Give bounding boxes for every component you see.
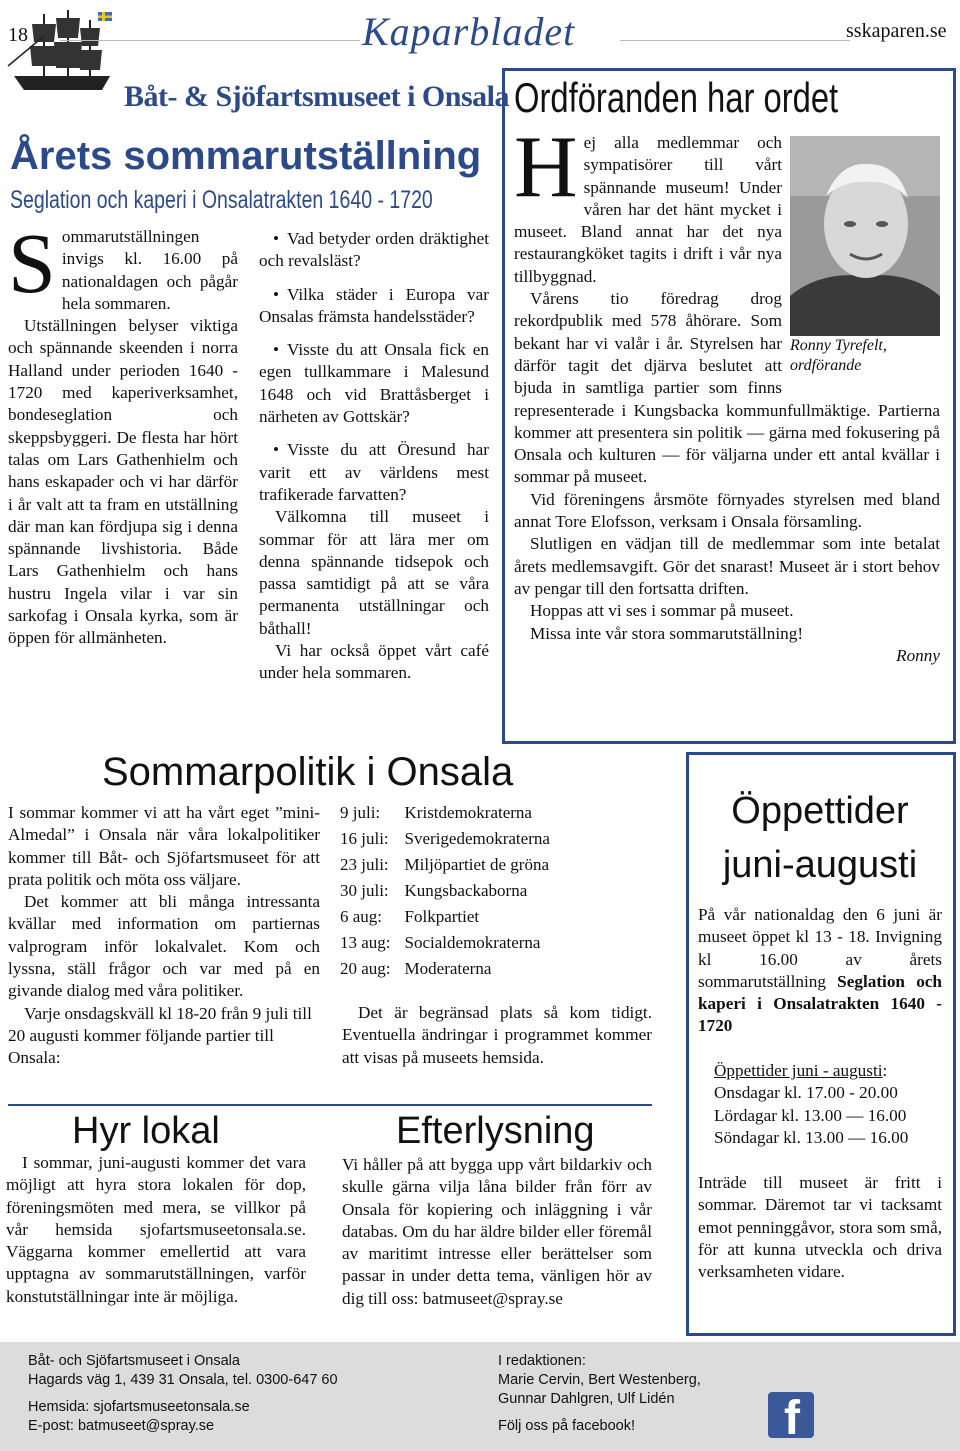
wanted-text: Vi håller på att bygga upp vårt bildarkiv och skulle gärna vilja låna bilder från förr av Onsala för kopiering och inläggning i vår databas. Om du har äldre bilder eller föremål av maritimt intresse eller berättelser som passar in under detta tema, vänligen hör av dig till oss: batmuseet@spray.se — [342, 1155, 652, 1308]
bullet-item: • Visste du att Onsala fick en egen tullkammare i Malesund 1648 och vid Brattåsberget i närheten av Gottskär? — [259, 339, 489, 428]
ship-logo-icon — [6, 6, 126, 96]
wanted-title: Efterlysning — [396, 1110, 595, 1152]
politics-title: Sommarpolitik i Onsala — [102, 750, 514, 794]
chairman-p4: Slutligen en vädjan till de medlemmar som inte betalat årets medlemsavgift. Gör det snarast! Museet är i stort behov av pengar till den fortsatta driften. — [514, 534, 940, 598]
politics-p2: Det kommer att bli många intressanta kvällar med information om partiernas valprogram inför lokalvalet. Kom och lyssna, ställ frågor och var med på en givande dialog med våra politiker. — [8, 892, 320, 1001]
footer-email-link[interactable]: E-post: batmuseet@spray.se — [28, 1418, 215, 1434]
hours-line: Onsdagar kl. 17.00 - 20.00 — [714, 1083, 898, 1103]
chairman-signature: Ronny — [896, 645, 940, 665]
schedule-row: 23 juli: Miljöpartiet de gröna — [340, 855, 549, 874]
schedule-row: 6 aug: Folkpartiet — [340, 907, 480, 926]
footer-contact — [28, 1352, 338, 1436]
photo-float-spacer — [782, 132, 940, 386]
chairman-lead: ej alla medlemmar och sympatisörer till vårt spännande museum! — [583, 133, 782, 197]
chairman-text — [514, 119, 940, 667]
bullet-item: • Vilka städer i Europa var Onsalas främsta handelsstäder? — [259, 284, 489, 329]
exhibition-welcome: Välkomna till museet i sommar för att lära mer om denna spännande tidsepok och passa samtidigt på att se våra permanenta utställningar och båthall! — [259, 507, 489, 638]
facebook-link-text[interactable]: Följ oss på facebook! — [498, 1418, 636, 1434]
schedule-row: 30 juli: Kungsbackaborna — [340, 881, 528, 900]
footer-editors: I redaktionen: Marie Cervin, Bert Westenberg, Gunnar Dahlgren, Ulf Lidén Följ oss på facebook! — [498, 1353, 701, 1434]
schedule-row: 13 aug: Socialdemokraterna — [340, 933, 541, 952]
header-rule-left — [60, 40, 360, 41]
schedule-row: 16 juli: Sverigedemokraterna — [340, 829, 550, 848]
rental-text: I sommar, juni-augusti kommer det vara möjligt att hyra stora lokalen för dop, föreningsmöten med mera, se villkor på vår hemsida sjofartsmuseetonsala.se. Väggarna kommer emellertid att vara upptagna av sommarutställningen, varför konstutställningar inte är möjliga. — [6, 1153, 306, 1306]
hours-admission: Inträde till museet är fritt i sommar. Däremot tar vi tacksamt emot penninggåvor, stora som små, för att kunna utveckla och driva verksamheten vidare. — [698, 1173, 942, 1282]
hours-schedule: Öppettider juni - augusti: Onsdagar kl. 17.00 - 20.00 Lördagar kl. 13.00 — 16.00 Söndagar kl. 13.00 — 16.00 — [714, 1060, 944, 1149]
hours-heading: Öppettider juni - augusti — [714, 1061, 883, 1080]
chairman-p6: Missa inte vår stora sommarutställning! — [530, 623, 804, 643]
museum-logo-text: Båt- & Sjöfartsmuseet i Onsala — [124, 80, 509, 113]
schedule-row: 20 aug: Moderaterna — [340, 959, 492, 978]
exhibition-cafe: Vi har också öppet vårt café under hela sommaren. — [259, 641, 489, 683]
facebook-icon[interactable]: f — [768, 1392, 814, 1438]
website-link[interactable]: sskaparen.se — [846, 20, 947, 42]
hours-line: Söndagar kl. 13.00 — 16.00 — [714, 1127, 909, 1147]
footer-address: Hagards väg 1, 439 31 Onsala, tel. 0300-647 60 — [28, 1372, 338, 1388]
chairman-title: Ordföranden har ordet — [514, 74, 839, 121]
hours-intro-exhibition: Seglation och kaperi i Onsalatrakten 1640 - 1720 — [698, 971, 942, 1036]
chairman-p1: Under våren har det hänt mycket i museet. Bland annat har det nya restaurangköket tagits i drift i vår nya tillbyggnad. — [514, 177, 782, 286]
hours-line: Lördagar kl. 13.00 — 16.00 — [714, 1105, 907, 1125]
politics-column-left — [8, 802, 320, 1070]
footer-web-link[interactable]: Hemsida: sjofartsmuseetonsala.se — [28, 1399, 250, 1415]
bullet-item: • Visste du att Öresund har varit ett av världens mest trafikerade farvatten? — [259, 439, 489, 506]
exhibition-subtitle: Seglation och kaperi i Onsalatrakten 1640 - 1720 — [10, 186, 433, 214]
masthead: Kaparbladet — [362, 9, 576, 54]
hours-intro: På vår nationaldag den 6 juni är museet öppet kl 13 - 18. Invigning kl 16.00 av årets sommarutställning — [698, 905, 942, 991]
politics-note: Det är begränsad plats så kom tidigt. Eventuella ändringar i programmet kommer att visas på museets hemsida. — [342, 1003, 652, 1067]
page-number: 18 — [8, 24, 28, 46]
chairman-p5: Hoppas att vi ses i sommar på museet. — [530, 601, 794, 621]
exhibition-body: Utställningen belyser viktiga och spännande skeenden i norra Halland under perioden 1640 - 1720 med kaperiverksamhet, bondeseglation och skeppsbyggeri. De flesta har hört talas om Lars Gathenhielm och hans eskapader och vi har därför i år valt att ta fram en utställning där man kan fördjupa sig i denna spännande livshistoria. Både Lars Gathenhielm och hans hustru Ingela vilar i var sin sarkofag i Onsala kyrka, som är öppen för allmänheten. — [8, 316, 238, 648]
politics-p3: Varje onsdagskväll kl 18-20 från 9 juli till 20 augusti kommer följande partier till Onsala: — [8, 1003, 312, 1068]
exhibition-dropcap: S — [8, 215, 56, 311]
rental-title: Hyr lokal — [72, 1110, 220, 1152]
exhibition-title: Årets sommarutställning — [10, 134, 482, 178]
bullet-item: • Vad betyder orden dräktighet och revalsläst? — [259, 228, 489, 273]
exhibition-lead: ommarutställningen invigs kl. 16.00 på nationaldagen och pågår hela sommaren. — [61, 227, 238, 313]
chairman-photo-caption: Ronny Tyrefelt, ordförande — [790, 337, 887, 374]
section-divider — [8, 1104, 652, 1106]
politics-p1: I sommar kommer vi att ha vårt eget ”mini-Almedal” i Onsala när våra lokalpolitiker kommer till Båt- och Sjöfartsmuseet för att prata politik och möta oss väljare. — [8, 803, 320, 889]
hours-title: Öppettider juni-augusti — [722, 790, 918, 886]
chairman-dropcap: H — [514, 119, 578, 216]
chairman-p2: Vårens tio föredrag drog rekordpublik med 578 åhörare. Som bekant har vi valår i år. Styrelsen har därför tagit det djärva beslutet att bjuda in samtliga partier som finns representerade i Kungsbacka kommunfullmäktige. Partierna kommer att presentera sin politik — gärna med fokusering på Onsala och kulturen — för väljarna under ett antal kvällar i sommar på museet. — [514, 289, 940, 487]
schedule-row: 9 juli: Kristdemokraterna — [340, 803, 532, 822]
header-rule-right — [620, 40, 850, 41]
chairman-p3: Vid föreningens årsmöte förnyades styrelsen med bland annat Tore Elofsson, verksam i Onsala församling. — [514, 489, 940, 532]
exhibition-column-right — [259, 228, 489, 685]
politics-schedule — [340, 800, 554, 982]
footer-org: Båt- och Sjöfartsmuseet i Onsala — [28, 1353, 240, 1369]
hours-text — [698, 904, 942, 1038]
exhibition-column-left — [8, 215, 238, 650]
